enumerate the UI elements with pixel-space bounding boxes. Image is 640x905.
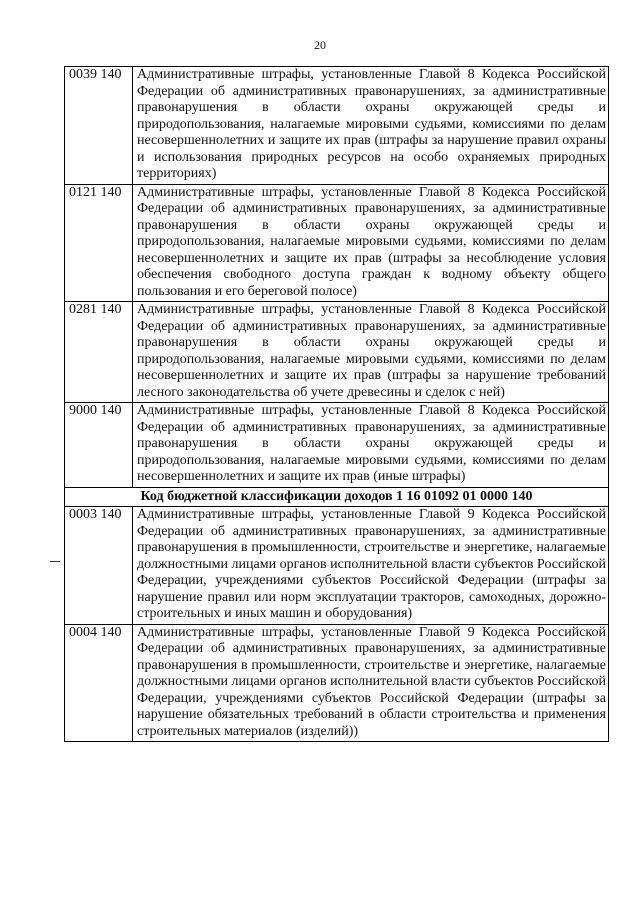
description-cell: Административные штрафы, установленные Главой 9 Кодекса Российской Федерации об административных правонарушениях, за административные правонарушения в промышленности, строительстве и энергетике, налагаемые должностными лицами органов исполнительной власти субъектов Российской Федерации, учреждениями субъектов Российской Федерации (штрафы за нарушение обязательных требований в области строительства и применения строительных материалов (изделий)) — [133, 624, 609, 742]
table-row — [65, 507, 609, 625]
description-cell: Административные штрафы, установленные Главой 8 Кодекса Российской Федерации об административных правонарушениях, за административные правонарушения в области охраны окружающей среды и природопользования, налагаемые мировыми судьями, комиссиями по делам несовершеннолетних и защите их прав (штрафы за нарушение требований лесного законодательства об учете древесины и сделок с ней) — [133, 302, 609, 403]
table-row — [65, 184, 609, 302]
page-number: 20 — [314, 38, 326, 52]
code-cell: 0004 140 — [65, 624, 133, 742]
classification-table — [64, 66, 609, 742]
description-cell: Административные штрафы, установленные Главой 8 Кодекса Российской Федерации об административных правонарушениях, за административные правонарушения в области охраны окружающей среды и природопользования, налагаемые мировыми судьями, комиссиями по делам несовершеннолетних и защите их прав (штрафы за нарушение правил охраны и использования природных ресурсов на особо охраняемых природных территориях) — [133, 67, 609, 185]
margin-mark — [50, 561, 60, 562]
table-row — [65, 624, 609, 742]
code-cell: 0003 140 — [65, 507, 133, 625]
section-header-row — [65, 487, 609, 507]
code-cell: 0121 140 — [65, 184, 133, 302]
code-cell: 9000 140 — [65, 403, 133, 488]
description-cell: Административные штрафы, установленные Главой 8 Кодекса Российской Федерации об административных правонарушениях, за административные правонарушения в области охраны окружающей среды и природопользования, налагаемые мировыми судьями, комиссиями по делам несовершеннолетних и защите их прав (иные штрафы) — [133, 403, 609, 488]
description-cell: Административные штрафы, установленные Главой 8 Кодекса Российской Федерации об административных правонарушениях, за административные правонарушения в области охраны окружающей среды и природопользования, налагаемые мировыми судьями, комиссиями по делам несовершеннолетних и защите их прав (штрафы за несоблюдение условия обеспечения свободного доступа граждан к водному объекту общего пользования и его береговой полосе) — [133, 184, 609, 302]
code-cell: 0281 140 — [65, 302, 133, 403]
table-row — [65, 403, 609, 488]
table-row — [65, 67, 609, 185]
table-row — [65, 302, 609, 403]
section-header: Код бюджетной классификации доходов 1 16 01092 01 0000 140 — [65, 487, 609, 507]
description-cell: Административные штрафы, установленные Главой 9 Кодекса Российской Федерации об административных правонарушениях, за административные правонарушения в промышленности, строительстве и энергетике, налагаемые должностными лицами органов исполнительной власти субъектов Российской Федерации, учреждениями субъектов Российской Федерации (штрафы за нарушение правил или норм эксплуатации тракторов, самоходных, дорожно-строительных и иных машин и оборудования) — [133, 507, 609, 625]
code-cell: 0039 140 — [65, 67, 133, 185]
